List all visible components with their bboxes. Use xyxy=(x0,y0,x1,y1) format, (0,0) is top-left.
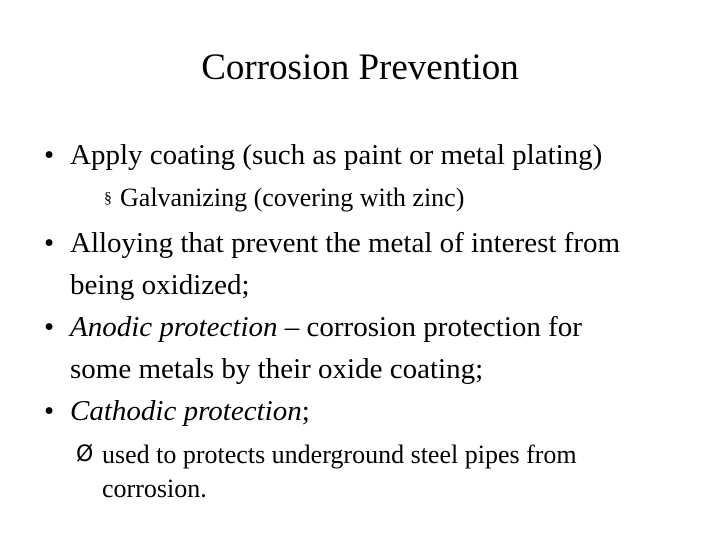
bullet-text xyxy=(70,390,694,432)
sub-item-underground-pipes xyxy=(76,438,676,506)
arrow-bullet-icon: Ø xyxy=(76,442,94,467)
bullet-text-line-1: Alloying that prevent the metal of interest from xyxy=(70,227,621,259)
bullet-item-cathodic-protection xyxy=(44,390,694,432)
bullet-glyph: • xyxy=(44,227,55,259)
bullet-glyph: • xyxy=(44,139,55,171)
bullet-text-line-2: being oxidized; xyxy=(70,269,250,301)
cathodic-protection-punct: ; xyxy=(301,395,310,427)
bullet-text: Apply coating (such as paint or metal plating) xyxy=(70,139,603,171)
bullet-item-alloying xyxy=(44,222,694,306)
slide-title: Corrosion Prevention xyxy=(201,47,519,88)
bullet-text-line-1 xyxy=(70,306,694,348)
anodic-protection-term: Anodic protection xyxy=(70,311,278,343)
bullet-glyph: • xyxy=(44,395,55,427)
sub-item-galvanizing xyxy=(104,180,464,217)
sub-item-text-line-2: corrosion. xyxy=(102,474,207,503)
anodic-protection-desc: – corrosion protection for xyxy=(277,311,582,343)
bullet-glyph: • xyxy=(44,311,55,343)
bullet-text-line-2: some metals by their oxide coating; xyxy=(70,353,484,385)
sub-item-text: Galvanizing (covering with zinc) xyxy=(120,183,465,212)
bullet-item-anodic-protection xyxy=(44,306,694,390)
bullet-item-apply-coating xyxy=(44,134,694,176)
square-bullet-icon: § xyxy=(104,190,112,207)
sub-item-text-line-1: used to protects underground steel pipes from xyxy=(102,440,577,469)
cathodic-protection-term: Cathodic protection xyxy=(70,395,302,427)
